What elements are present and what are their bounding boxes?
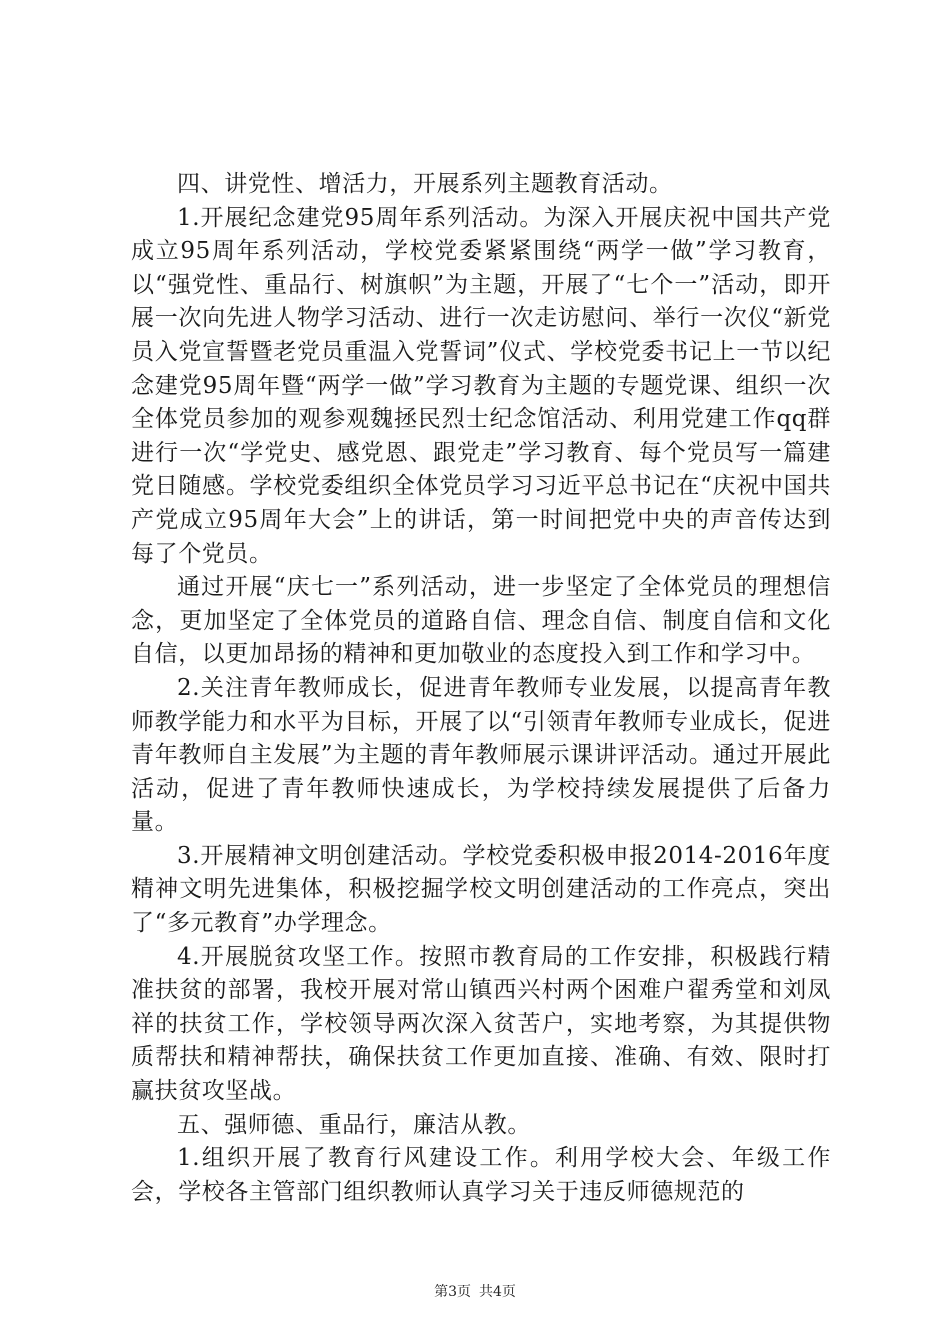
paragraph: 3.开展精神文明创建活动。学校党委积极申报2014-2016年度精神文明先进集体，积极挖掘学校文明创建活动的工作亮点，突出了“多元教育”办学理念。 xyxy=(131,842,831,937)
page-total: 共4页 xyxy=(479,1284,516,1300)
page-footer xyxy=(0,1283,950,1301)
document-body xyxy=(131,168,831,1209)
paragraph: 4.开展脱贫攻坚工作。按照市教育局的工作安排，积极践行精准扶贫的部署，我校开展对常山镇西兴村两个困难户翟秀堂和刘凤祥的扶贫工作，学校领导两次深入贫苦户，实地考察，为其提供物质帮扶和精神帮扶，确保扶贫工作更加直接、准确、有效、限时打赢扶贫攻坚战。 xyxy=(131,943,831,1105)
paragraph: 通过开展“庆七一”系列活动，进一步坚定了全体党员的理想信念，更加坚定了全体党员的道路自信、理念自信、制度自信和文化自信，以更加昂扬的精神和更加敬业的态度投入到工作和学习中。 xyxy=(131,574,831,668)
paragraph: 1.组织开展了教育行风建设工作。利用学校大会、年级工作会，学校各主管部门组织教师认真学习关于违反师德规范的 xyxy=(131,1145,831,1205)
page-number: 第3页 xyxy=(434,1284,471,1300)
paragraph: 2.关注青年教师成长，促进青年教师专业发展，以提高青年教师教学能力和水平为目标，开展了以“引领青年教师专业成长，促进青年教师自主发展”为主题的青年教师展示课讲评活动。通过开展此活动，促进了青年教师快速成长，为学校持续发展提供了后备力量。 xyxy=(131,674,831,836)
section-heading-4: 四、讲党性、增活力，开展系列主题教育活动。 xyxy=(177,171,673,197)
section-heading-5: 五、强师德、重品行，廉洁从教。 xyxy=(177,1111,531,1138)
paragraph: 1.开展纪念建党95周年系列活动。为深入开展庆祝中国共产党成立95周年系列活动，学校党委紧紧围绕“两学一做”学习教育，以“强党性、重品行、树旗帜”为主题，开展了“七个一”活动，即开展一次向先进人物学习活动、进行一次走访慰问、举行一次仪“新党员入党宣誓暨老党员重温入党誓词”仪式、学校党委书记上一节以纪念建党95周年暨“两学一做”学习教育为主题的专题党课、组织一次全体党员参加的观参观魏拯民烈士纪念馆活动、利用党建工作qq群进行一次“学党史、感党恩、跟党走”学习教育、每个党员写一篇建党日随感。学校党委组织全体党员学习习近平总书记在“庆祝中国共产党成立95周年大会”上的讲话，第一时间把党中央的声音传达到每了个党员。 xyxy=(131,204,831,567)
